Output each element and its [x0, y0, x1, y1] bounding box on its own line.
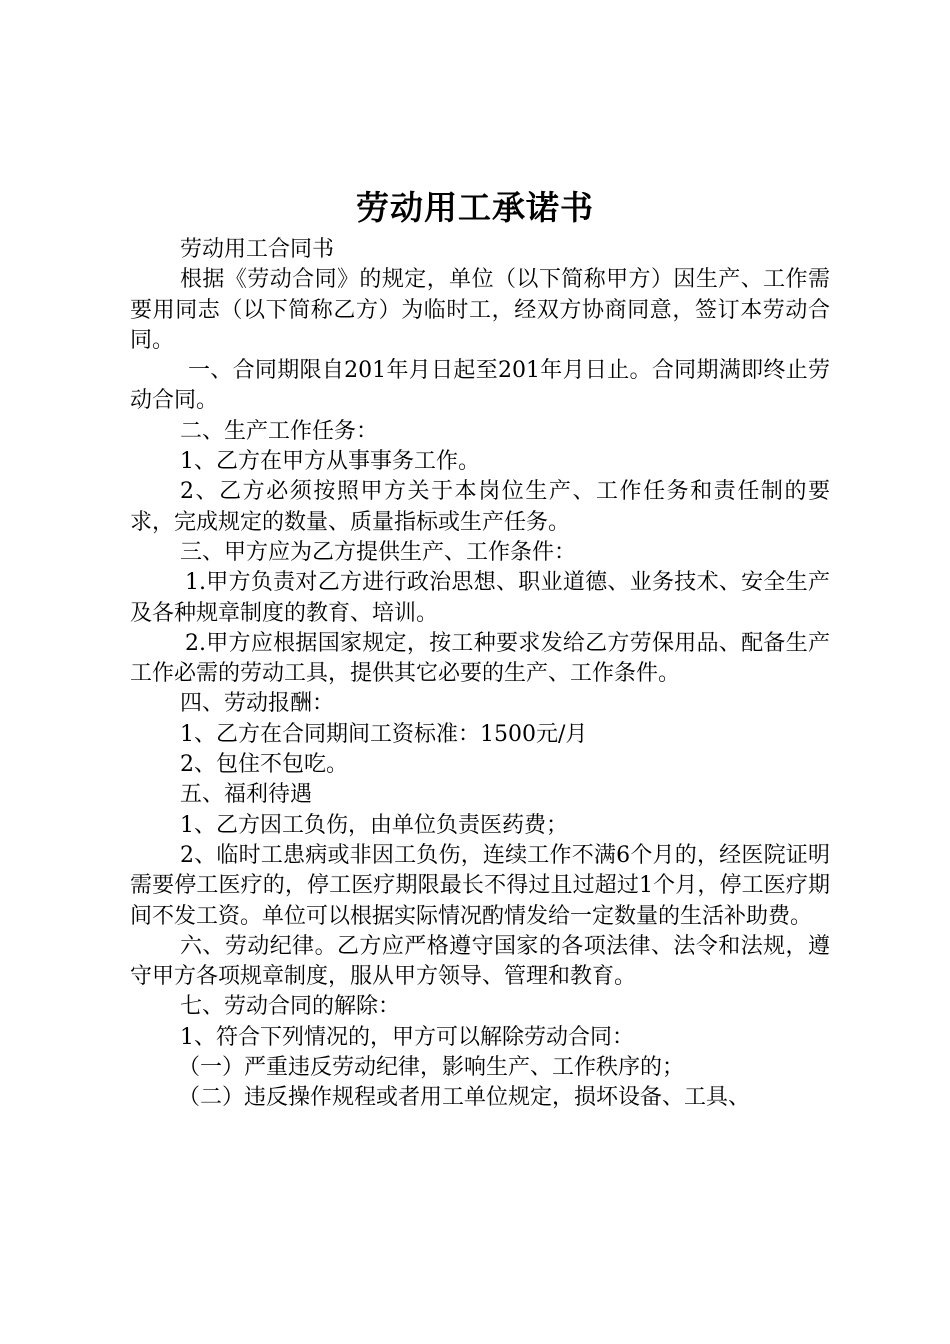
paragraph-section-4-heading: 四、劳动报酬： [180, 691, 335, 717]
paragraph-intro: 根据《劳动合同》的规定，单位（以下简称甲方）因生产、工作需要用同志（以下简称乙方）为临时工，经双方协商同意，签订本劳动合同。 [130, 267, 830, 353]
paragraph-section-4-item-2: 2、包住不包吃。 [180, 752, 348, 778]
paragraph-section-4-item-1: 1、乙方在合同期间工资标准：1500元/月 [180, 721, 588, 747]
paragraph-section-5-heading: 五、福利待遇 [180, 782, 313, 808]
paragraph-section-2-heading: 二、生产工作任务： [180, 418, 379, 444]
paragraph-section-7-clause-1: （一）严重违反劳动纪律，影响生产、工作秩序的； [178, 1055, 685, 1081]
document-body [130, 235, 830, 1114]
paragraph-section-7-item-1: 1、符合下列情况的，甲方可以解除劳动合同： [180, 1024, 634, 1050]
paragraph-section-3-heading: 三、甲方应为乙方提供生产、工作条件： [180, 539, 577, 565]
paragraph-section-1: 一、合同期限自201年月日起至201年月日止。合同期满即终止劳动合同。 [130, 358, 830, 414]
paragraph-section-3-item-2: 2.甲方应根据国家规定，按工种要求发给乙方劳保用品、配备生产工作必需的劳动工具，提供其它必要的生产、工作条件。 [130, 630, 830, 687]
document-title: 劳动用工承诺书 [356, 188, 594, 227]
paragraph-section-7-heading: 七、劳动合同的解除： [180, 994, 401, 1020]
paragraph-section-2-item-1: 1、乙方在甲方从事事务工作。 [180, 449, 480, 475]
paragraph-contract-heading: 劳动用工合同书 [180, 237, 335, 262]
paragraph-section-5-item-1: 1、乙方因工负伤，由单位负责医药费； [180, 812, 568, 838]
paragraph-section-6: 六、劳动纪律。乙方应严格遵守国家的各项法律、法令和法规，遵守甲方各项规章制度，服从甲方领导、管理和教育。 [130, 933, 830, 990]
paragraph-section-5-item-2: 2、临时工患病或非因工负伤，连续工作不满6个月的，经医院证明需要停工医疗的，停工医疗期限最长不得过且过超过1个月，停工医疗期间不发工资。单位可以根据实际情况酌情发给一定数量的生活补助费。 [130, 842, 830, 929]
paragraph-section-7-clause-2: （二）违反操作规程或者用工单位规定，损坏设备、工具、 [178, 1085, 751, 1111]
paragraph-section-3-item-1: 1.甲方负责对乙方进行政治思想、职业道德、业务技术、安全生产及各种规章制度的教育、培训。 [130, 570, 830, 626]
paragraph-section-2-item-2: 2、乙方必须按照甲方关于本岗位生产、工作任务和责任制的要求，完成规定的数量、质量指标或生产任务。 [130, 479, 830, 535]
